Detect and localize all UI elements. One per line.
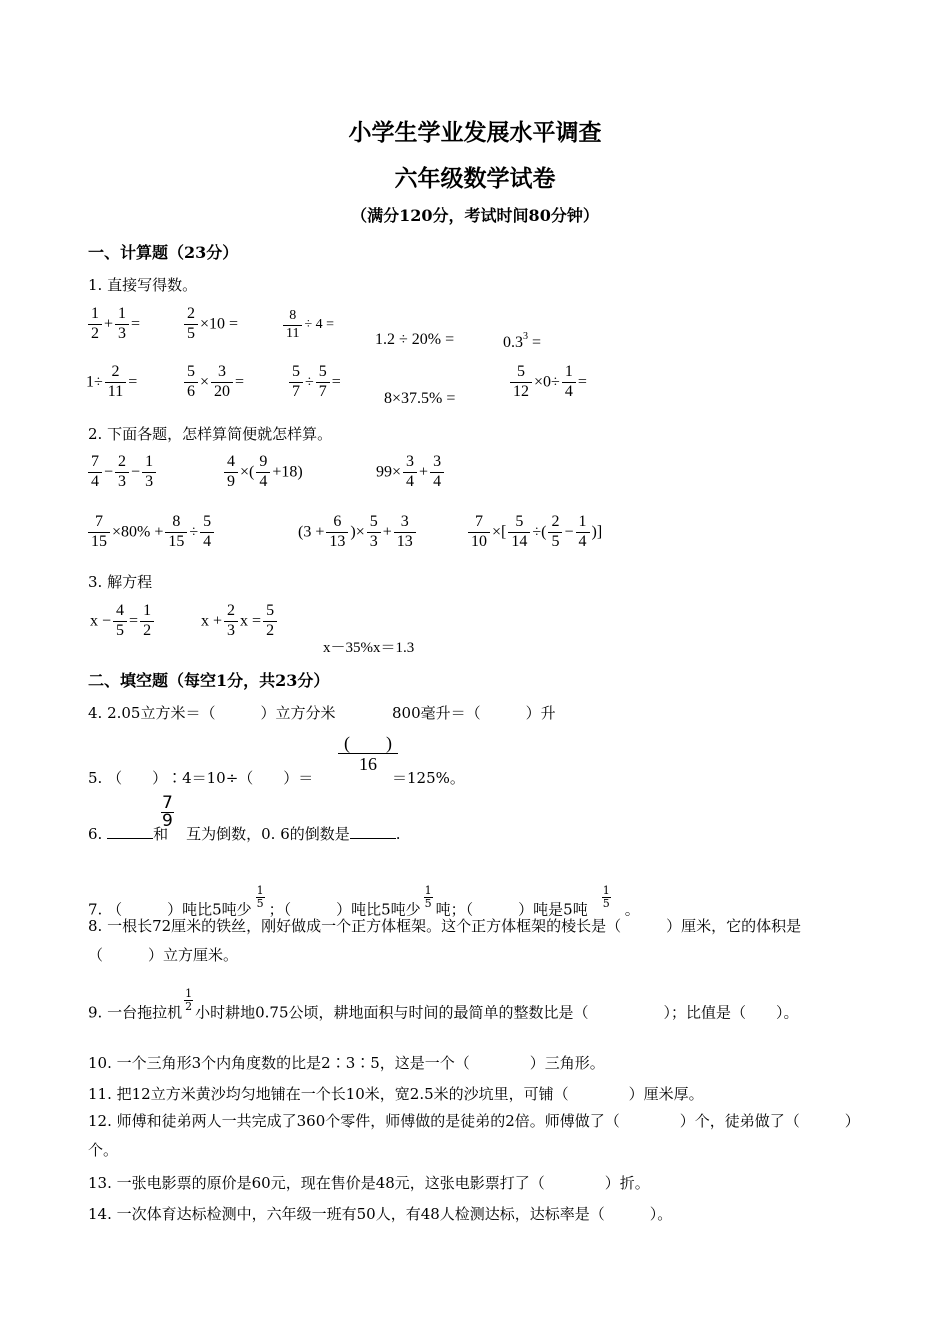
section1-heading: 一、计算题（23分）: [88, 243, 239, 262]
exam-note: （满分120分，考试时间80分钟）: [351, 206, 599, 225]
q5-post: ＝125%。: [392, 769, 465, 787]
q2-item-f: $\frac{7}{10}$ ×[ $\frac{5}{14}$ ÷( $\frac{2}{5}$ − $\frac{1}{4}$ )]: [466, 514, 602, 551]
q6-fraction: 7 9: [162, 793, 173, 831]
q7-line: 7. （ ）吨比5吨少 $\frac{1}{5}$ ；（ ）吨比5吨少 $\frac{1}{5}$ 吨；（ ）吨是5吨 $\frac{1}{5}$ 。: [88, 884, 640, 919]
q1-item-f: 1÷ $\frac{2}{11}$ =: [86, 363, 138, 400]
q14-text: 14. 一次体育达标检测中，六年级一班有50人，有48人检测达标，达标率是（ ）。: [88, 1205, 673, 1223]
q6-blank-1[interactable]: [107, 824, 153, 839]
q5-pre: 5. （ ）∶4＝10÷（ ）＝: [88, 769, 314, 787]
q3-item-b: x + $\frac{2}{3}$ x = $\frac{5}{2}$: [201, 603, 279, 640]
q1-item-d: 1.2 ÷ 20% =: [375, 331, 455, 348]
q1-item-g: $\frac{5}{6}$ × $\frac{3}{20}$ =: [182, 364, 244, 401]
q3-label: 3. 解方程: [88, 573, 153, 591]
q2-item-b: $\frac{4}{9}$ ×( $\frac{9}{4}$ +18): [222, 454, 303, 491]
q4-part1: 4. 2.05立方米＝（ ）立方分米: [88, 704, 336, 722]
q6-blank-2[interactable]: [350, 824, 396, 839]
exam-title: 小学生学业发展水平调查: [348, 119, 602, 146]
q3-item-c: x－35%x＝1.3: [323, 640, 415, 656]
q1-item-i: 8×37.5% =: [384, 390, 456, 407]
q4-part2: 800毫升＝（ ）升: [392, 704, 556, 722]
q1-item-e: $0.3^3$ =: [503, 331, 542, 351]
q8-text: 8. 一根长72厘米的铁丝，刚好做成一个正方体框架。这个正方体框架的棱长是（ ）厘米，它的体积是（ ）立方厘米。: [88, 917, 802, 964]
q2-item-d: $\frac{7}{15}$ ×80% + $\frac{8}{15}$ ÷ $\frac{5}{4}$: [86, 514, 216, 551]
q2-item-c: 99× $\frac{3}{4}$ + $\frac{3}{4}$: [376, 454, 446, 491]
q1-label: 1. 直接写得数。: [88, 276, 198, 294]
q6-line: 6. 和 互为倒数，0. 6的倒数是 .: [88, 825, 401, 843]
q12-text: 12. 师傅和徒弟两人一共完成了360个零件，师傅做的是徒弟的2倍。师傅做了（ ）个，徒弟做了（ ）个。: [88, 1112, 860, 1159]
q10-text: 10. 一个三角形3个内角度数的比是2∶3∶5，这是一个（ ）三角形。: [88, 1054, 605, 1072]
q1-item-h: $\frac{5}{7}$ ÷ $\frac{5}{7}$ =: [287, 364, 341, 401]
q9-text: 9. 一台拖拉机 $\frac{1}{2}$ 小时耕地0.75公顷，耕地面积与时间的最简单的整数比是（ ）；比值是（ ）。: [88, 987, 799, 1022]
q2-label: 2. 下面各题，怎样算简便就怎样算。: [88, 425, 333, 443]
q1-item-c: $\frac{8}{11}$ ÷ 4 =: [281, 309, 334, 341]
q1-item-a: $\frac{1}{2}$ + $\frac{1}{3}$ =: [86, 306, 140, 343]
q1-item-j: $\frac{5}{12}$ ×0÷ $\frac{1}{4}$ =: [508, 364, 587, 401]
q3-item-a: x − $\frac{4}{5}$ = $\frac{1}{2}$: [90, 603, 156, 640]
q2-item-e: (3 + $\frac{6}{13}$ )× $\frac{5}{3}$ + $\frac{3}{13}$: [298, 514, 418, 551]
exam-subtitle: 六年级数学试卷: [394, 165, 556, 192]
q1-item-b: $\frac{2}{5}$ ×10 =: [182, 306, 238, 343]
q5-fraction: $\frac{( )}{16}$: [336, 734, 400, 774]
q11-text: 11. 把12立方米黄沙均匀地铺在一个长10米，宽2.5米的沙坑里，可铺（ ）厘米厚。: [88, 1085, 704, 1103]
section2-heading: 二、填空题（每空1分，共23分）: [88, 671, 330, 690]
q2-item-a: $\frac{7}{4}$ − $\frac{2}{3}$ − $\frac{1}{3}$: [86, 454, 158, 491]
q13-text: 13. 一张电影票的原价是60元，现在售价是48元，这张电影票打了（ ）折。: [88, 1174, 650, 1192]
